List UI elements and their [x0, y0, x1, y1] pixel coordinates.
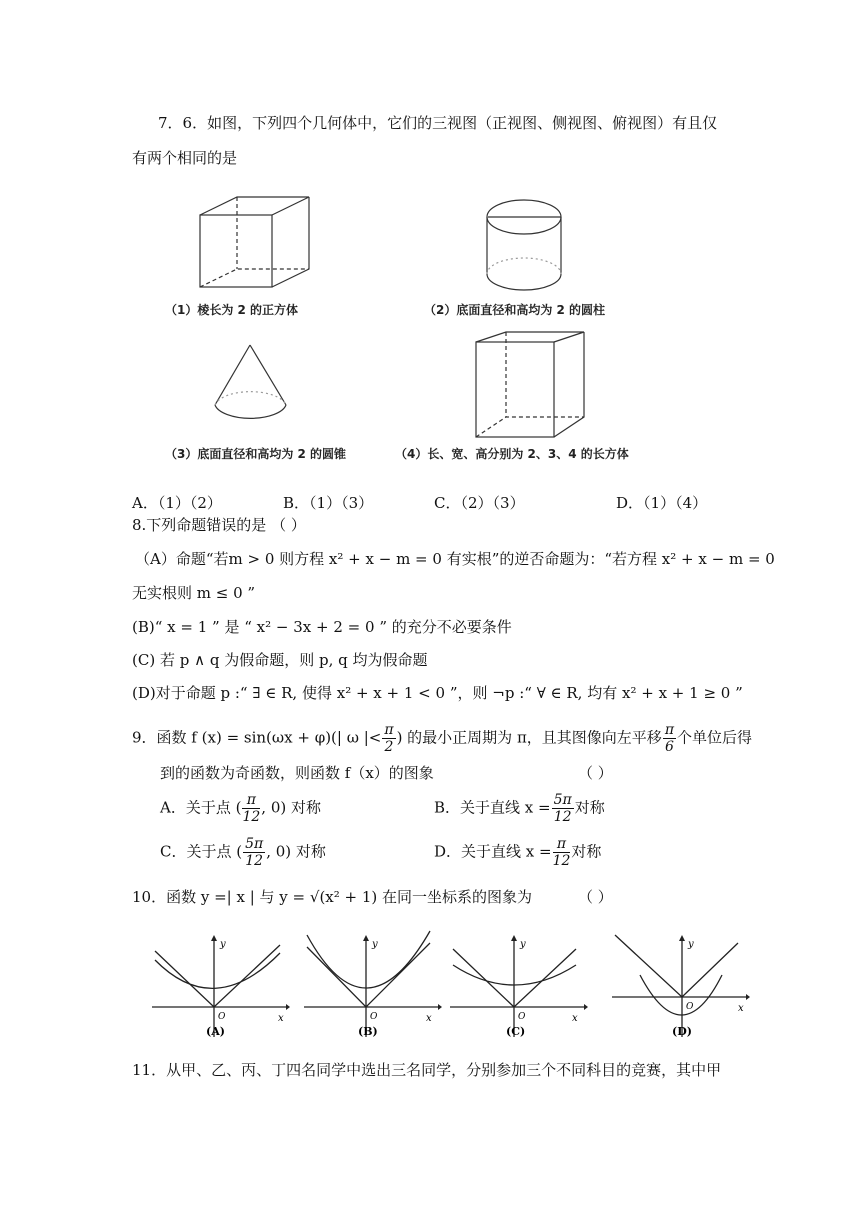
- q8-option-a-body: m > 0 则方程 x² + x − m = 0 有实根”的逆否命题为：“若方程 x² + x − m = 0: [228, 550, 775, 568]
- q9-frac1-num: π: [384, 722, 394, 738]
- q9-d-post: 对称: [571, 842, 602, 861]
- q10-stem: 10．函数 y =| x | 与 y = √(x² + 1) 在同一坐标系的图象为: [132, 888, 533, 906]
- q9-d-frac: [553, 836, 571, 869]
- q8-option-d: (D)对于命题 p :“ ∃ ∈ R, 使得 x² + x + 1 < 0 ”，则 ¬p :“ ∀ ∈ R, 均有 x² + x + 1 ≥ 0 ”: [132, 684, 743, 702]
- q9-frac-pi-over-6: [663, 722, 676, 755]
- q9-c-pre: C．关于点 (: [160, 842, 243, 861]
- q7-option-d: D．（1）（4）: [616, 494, 708, 512]
- graph-c-origin: O: [518, 1012, 526, 1022]
- graph-c-y-label: y: [520, 939, 526, 950]
- q9-a-den: 12: [242, 809, 261, 825]
- q9-d-num: π: [553, 836, 571, 853]
- q9-b-den: 12: [553, 809, 572, 825]
- q9-frac2-den: 6: [664, 739, 674, 755]
- q9-c-frac: [243, 836, 265, 869]
- graph-b: [302, 935, 442, 1040]
- q9-stem-pre: 9．函数 f (x) = sin(ωx + φ)(| ω |<: [132, 728, 382, 747]
- graph-a-origin: O: [218, 1012, 226, 1022]
- caption-4: （4）长、宽、高分别为 2、3、4 的长方体: [395, 447, 629, 461]
- q8-option-b: (B)“ x = 1 ” 是 “ x² − 3x + 2 = 0 ” 的充分不必要条件: [132, 618, 512, 636]
- graph-b-y-label: y: [372, 939, 378, 950]
- q9-c-post: , 0) 对称: [266, 842, 326, 861]
- graph-b-label: (B): [358, 1025, 378, 1038]
- q10-bracket: （ ）: [578, 888, 613, 906]
- caption-2: （2）底面直径和高均为 2 的圆柱: [424, 303, 606, 317]
- q8-option-a-prefix: （A）命题“若: [135, 550, 229, 568]
- q9-b-post: 对称: [574, 798, 605, 817]
- graph-d: [610, 935, 750, 1040]
- graph-d-x-label: x: [738, 1003, 744, 1014]
- q9-option-a: [160, 792, 321, 825]
- q9-a-frac: [242, 792, 260, 825]
- q8-option-a-line1: [135, 549, 775, 569]
- q9-stem-line2: 到的函数为奇函数，则函数 f（x）的图象: [160, 764, 434, 782]
- graph-b-origin: O: [370, 1012, 378, 1022]
- graph-b-x-label: x: [426, 1013, 432, 1024]
- q9-b-pre: B．关于直线 x =: [434, 798, 551, 817]
- caption-3: （3）底面直径和高均为 2 的圆锥: [165, 447, 347, 461]
- q9-a-pre: A．关于点 (: [160, 798, 242, 817]
- figure-cylinder: [480, 190, 580, 300]
- graph-d-label: (D): [672, 1025, 692, 1038]
- q9-stem-line1: [132, 722, 752, 755]
- figure-cuboid: [470, 330, 600, 440]
- q7-option-a: A．（1）（2）: [132, 494, 222, 512]
- q9-stem-post: 个单位后得: [677, 728, 753, 747]
- q9-option-b: [434, 792, 605, 825]
- q7-stem-line2: 有两个相同的是: [132, 149, 238, 167]
- q9-c-den: 12: [245, 853, 264, 869]
- graph-a: [150, 935, 290, 1040]
- graph-c-x-label: x: [572, 1013, 578, 1024]
- q9-bracket: （ ）: [578, 764, 613, 782]
- q7-option-b: B．（1）（3）: [283, 494, 374, 512]
- q8-stem: 8.下列命题错误的是 （ ）: [132, 516, 306, 534]
- graph-d-origin: O: [686, 1002, 694, 1012]
- q9-d-den: 12: [552, 853, 571, 869]
- q9-d-pre: D．关于直线 x =: [434, 842, 552, 861]
- graph-a-x-label: x: [278, 1013, 284, 1024]
- q9-frac2-num: π: [664, 722, 675, 738]
- graph-a-y-label: y: [220, 939, 226, 950]
- q9-option-d: [434, 836, 601, 869]
- q9-frac1-den: 2: [384, 739, 394, 755]
- q7-option-c: C．（2）（3）: [434, 494, 525, 512]
- graph-c-label: (C): [506, 1025, 526, 1038]
- q9-a-post: , 0) 对称: [261, 798, 321, 817]
- figure-cone: [210, 343, 310, 433]
- q9-a-num: π: [242, 792, 260, 809]
- q9-c-num: 5π: [245, 836, 264, 852]
- graph-c: [448, 935, 588, 1040]
- caption-1: （1）棱长为 2 的正方体: [165, 303, 299, 317]
- q9-option-c: [160, 836, 326, 869]
- q9-b-frac: [552, 792, 574, 825]
- q9-b-num: 5π: [553, 792, 572, 808]
- q8-option-c: (C) 若 p ∧ q 为假命题，则 p, q 均为假命题: [132, 651, 428, 669]
- q8-option-a-line2: 无实根则 m ≤ 0 ”: [132, 584, 256, 602]
- q9-stem-mid: ) 的最小正周期为 π，且其图像向左平移: [396, 728, 662, 747]
- graph-a-label: (A): [206, 1025, 225, 1038]
- graph-d-y-label: y: [688, 939, 694, 950]
- figure-cube: [195, 195, 315, 295]
- q11-stem-line1: 11．从甲、乙、丙、丁四名同学中选出三名同学，分别参加三个不同科目的竞赛，其中甲: [132, 1061, 722, 1079]
- q7-stem-line1: 7．6．如图，下列四个几何体中，它们的三视图（正视图、侧视图、俯视图）有且仅: [158, 114, 718, 132]
- q9-frac-pi-over-2: [382, 722, 395, 755]
